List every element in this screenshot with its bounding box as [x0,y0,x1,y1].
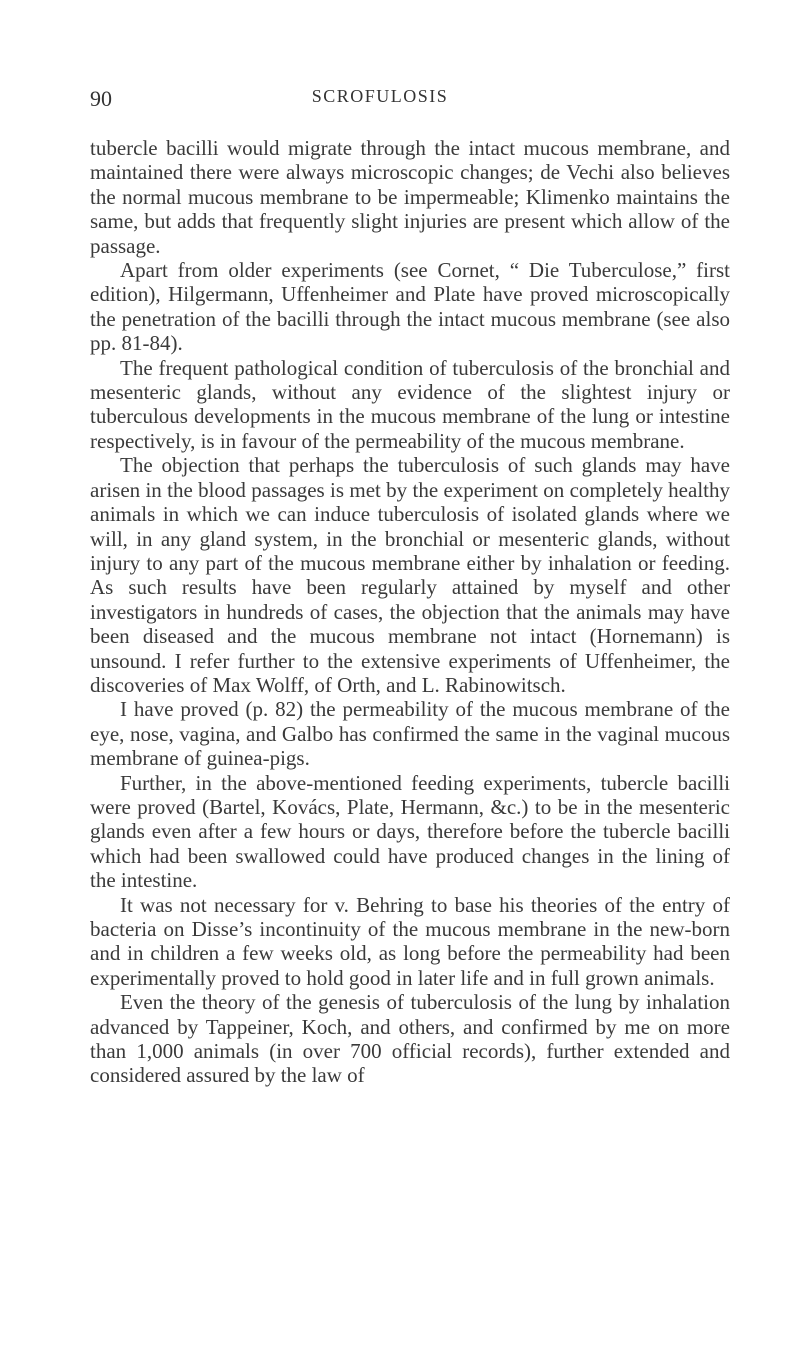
page-header [90,86,670,116]
running-head: SCROFULOSIS [311,86,449,106]
paragraph: Further, in the above-mentioned feeding experiments, tubercle bacilli were proved (Bartel, Kovács, Plate, Hermann, &c.) to be in the mesenteric glands even after a few hours or days, therefore before the tubercle bacilli which had been swallowed could have produced changes in the lining of the intestine. [90,770,730,893]
paragraph: The frequent pathological condition of tuberculosis of the bronchial and mesenteric glands, without any evidence of the slightest injury or tuberculous developments in the mucous membrane of the lung or intestine respectively, is in favour of the permeability of the mucous membrane. [90,355,730,453]
paragraph: Apart from older experiments (see Cornet, “ Die Tuberculose,” first edition), Hilgermann, Uffenheimer and Plate have proved microscopically the penetration of the bacilli through the intact mucous membrane (see also pp. 81-84). [90,258,730,356]
paragraph: Even the theory of the genesis of tuberculosis of the lung by inhalation advanced by Tappeiner, Koch, and others, and confirmed by me on more than 1,000 animals (in over 700 official records), further extended and considered assured by the law of [90,990,730,1088]
page-number: 90 [90,86,112,111]
paragraph: tubercle bacilli would migrate through the intact mucous membrane, and maintained there were always microscopic changes; de Vechi also believes the normal mucous membrane to be impermeable; Klimenko maintains the same, but adds that frequently slight injuries are present which allow of the passage. [90,136,730,258]
paragraph: I have proved (p. 82) the permeability of the mucous membrane of the eye, nose, vagina, and Galbo has confirmed the same in the vaginal mucous membrane of guinea-pigs. [90,697,730,771]
paragraph: It was not necessary for v. Behring to base his theories of the entry of bacteria on Disse’s incontinuity of the mucous membrane in the new-born and in children a few weeks old, as long before the permeability had been experimentally proved to hold good in later life and in full grown animals. [90,892,730,990]
body-text [90,136,730,1088]
paragraph: The objection that perhaps the tuberculosis of such glands may have arisen in the blood passages is met by the experiment on completely healthy animals in which we can induce tuberculosis of isolated glands where we will, in any gland system, in the bronchial or mesenteric glands, without injury to any part of the mucous membrane either by inhalation or feeding. As such results have been regularly attained by myself and other investigators in hundreds of cases, the objection that the animals may have been diseased and the mucous membrane not intact (Hornemann) is unsound. I refer further to the extensive experiments of Uffenheimer, the discoveries of Max Wolff, of Orth, and L. Rabinowitsch. [90,453,730,697]
